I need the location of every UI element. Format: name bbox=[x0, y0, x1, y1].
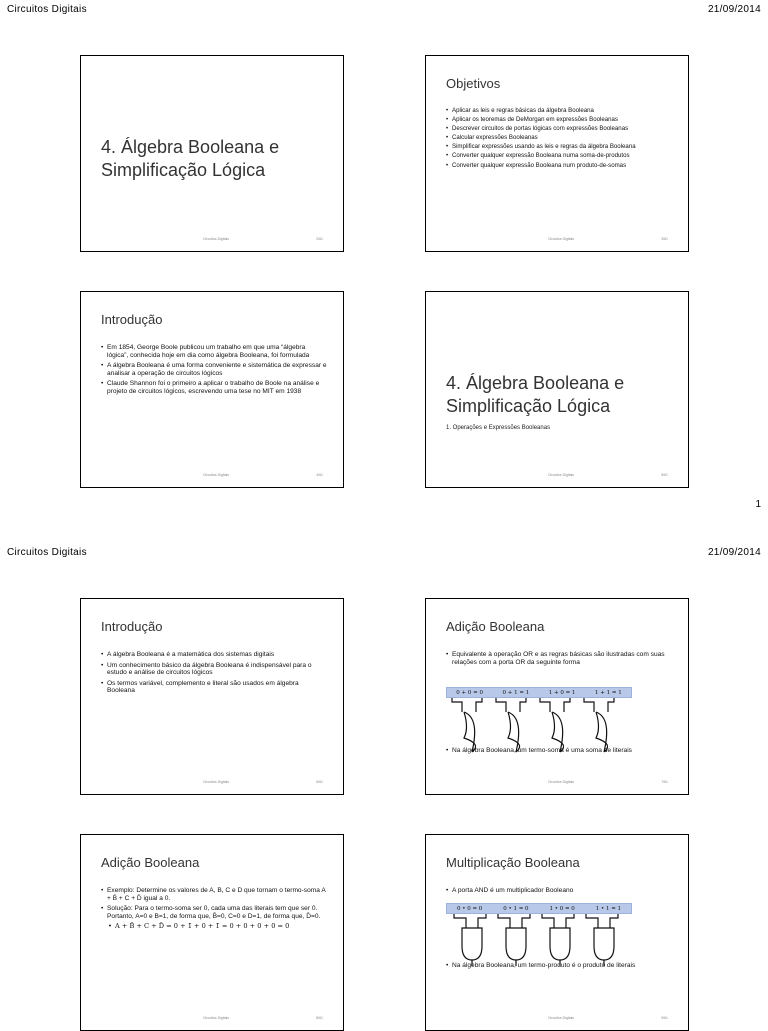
slide-footer-left: Circuitos Digitais bbox=[203, 1016, 230, 1020]
slide-footer-number: 5/61 bbox=[661, 473, 668, 477]
slide-footer-left: Circuitos Digitais bbox=[203, 237, 230, 241]
bullet-list bbox=[101, 651, 327, 698]
bullet-list bbox=[101, 344, 327, 399]
or-truth-labels bbox=[446, 687, 632, 698]
bullet-item: • Simplificar expressões usando as leis e regras da álgebra Booleana bbox=[446, 144, 672, 151]
header-date: 21/09/2014 bbox=[707, 547, 761, 558]
slide-subtitle: 1. Operações e Expressões Booleanas bbox=[446, 425, 551, 431]
bullet-list-bottom bbox=[446, 747, 672, 758]
or-gate-figure bbox=[446, 687, 632, 753]
bullet-item: • Exemplo: Determine os valores de A, B, C e D que tornam o termo-soma A + B̄ + C + D̄ igual a 0. bbox=[101, 887, 327, 902]
gate-label: 1 + 1 = 1 bbox=[595, 690, 622, 696]
gate-label: 1 • 1 = 1 bbox=[595, 906, 622, 912]
slide-main-title: 4. Álgebra Booleana e Simplificação Lógica bbox=[446, 373, 625, 416]
slide-title: Objetivos bbox=[446, 76, 501, 91]
bullet-item: • Converter qualquer expressão Booleana numa soma-de-produtos bbox=[446, 153, 672, 160]
slide-footer-left: Circuitos Digitais bbox=[548, 1016, 575, 1020]
bullet-item: • Solução: Para o termo-soma ser 0, cada uma das literais tem que ser 0. Portanto, A=0 e B=1, de forma que, B̄=0, C=0 e D=1, de forma que, D̄=0. bbox=[101, 905, 327, 920]
slide-footer-left: Circuitos Digitais bbox=[203, 473, 230, 477]
gate-label: 1 • 0 = 0 bbox=[549, 906, 575, 912]
slide-title: Introdução bbox=[101, 312, 163, 327]
bullet-item: • Na álgebra Booleana, um termo-soma é uma soma de literais bbox=[446, 747, 672, 755]
slide-section-title bbox=[425, 291, 689, 488]
header-date: 21/09/2014 bbox=[707, 4, 761, 15]
slide-footer-left: Circuitos Digitais bbox=[548, 473, 575, 477]
slide-footer-number: 4/61 bbox=[316, 473, 323, 477]
slide-introducao-2 bbox=[80, 598, 344, 795]
and-gate-figure bbox=[446, 903, 632, 966]
slide-adicao-booleana bbox=[425, 598, 689, 795]
bullet-item: • Equivalente à operação OR e as regras básicas são ilustradas com suas relações com a porta OR da seguinte forma bbox=[446, 651, 672, 666]
slide-title-1 bbox=[80, 55, 344, 252]
bullet-item: • Na álgebra Booleana, um termo-produto é o produto de literais bbox=[446, 962, 672, 970]
sub-bullet-item: • A + B̄ + C + D̄ = 0 + 1̄ + 0 + 1̄ = 0 + 0 + 0 + 0 = 0 bbox=[101, 923, 327, 931]
bullet-item: • Os termos variável, complemento e literal são usados em álgebra Booleana bbox=[101, 680, 327, 695]
slide-footer-number: 7/61 bbox=[661, 780, 668, 784]
header-title: Circuitos Digitais bbox=[7, 547, 87, 558]
and-gates-icon bbox=[446, 914, 632, 966]
bullet-list bbox=[446, 887, 672, 898]
gate-label: 0 + 0 = 0 bbox=[456, 690, 483, 696]
gate-label: 0 • 1 = 0 bbox=[503, 906, 529, 912]
bullet-item: • A álgebra Booleana é a matemática dos sistemas digitais bbox=[101, 651, 327, 659]
bullet-item: • Aplicar os teoremas de DeMorgan em expressões Booleanas bbox=[446, 117, 672, 124]
bullet-item: • Um conhecimento básico da álgebra Booleana é indispensável para o estudo e análise de circuitos lógicos bbox=[101, 662, 327, 677]
and-truth-labels bbox=[446, 903, 632, 914]
bullet-list bbox=[446, 108, 672, 172]
slide-introducao bbox=[80, 291, 344, 488]
slide-footer-number: 9/61 bbox=[661, 1016, 668, 1020]
bullet-item: • Calcular expressões Booleanas bbox=[446, 135, 672, 142]
slide-footer-number: 3/61 bbox=[661, 237, 668, 241]
slide-title: Multiplicação Booleana bbox=[446, 855, 580, 870]
slide-title: Adição Booleana bbox=[101, 855, 200, 870]
slide-footer-left: Circuitos Digitais bbox=[548, 780, 575, 784]
bullet-list bbox=[101, 887, 327, 934]
slide-title: Adição Booleana bbox=[446, 619, 545, 634]
bullet-item: • A porta AND é um multiplicador Booleano bbox=[446, 887, 672, 895]
header-title: Circuitos Digitais bbox=[7, 4, 87, 15]
gate-label: 0 • 0 = 0 bbox=[456, 906, 483, 912]
bullet-item: • A álgebra Booleana é uma forma conveniente e sistemática de expressar e analisar a operação de circuitos lógicos bbox=[101, 362, 327, 377]
slide-multiplicacao-booleana bbox=[425, 834, 689, 1031]
gate-label: 0 + 1 = 1 bbox=[502, 690, 530, 696]
bullet-item: • Converter qualquer expressão Booleana num produto-de-somas bbox=[446, 163, 672, 170]
bullet-item: • Descrever circuitos de portas lógicas com expressões Booleanas bbox=[446, 126, 672, 133]
bullet-item: • Claude Shannon foi o primeiro a aplicar o trabalho de Boole na análise e projeto de circuitos lógicos, escrevendo uma tese no MIT em 1938 bbox=[101, 380, 327, 395]
bullet-list-bottom bbox=[446, 962, 672, 973]
slide-footer-left: Circuitos Digitais bbox=[203, 780, 230, 784]
gate-label: 1 + 0 = 1 bbox=[548, 690, 576, 696]
slide-footer-number: 6/61 bbox=[316, 780, 323, 784]
slide-title: Introdução bbox=[101, 619, 163, 634]
bullet-item: • Em 1854, George Boole publicou um trabalho em que uma “álgebra lógica”, conhecida hoje em dia como álgebra Booleana, foi formulada bbox=[101, 344, 327, 359]
slide-adicao-exemplo bbox=[80, 834, 344, 1031]
slide-objetivos bbox=[425, 55, 689, 252]
bullet-item: • Aplicar as leis e regras básicas da álgebra Booleana bbox=[446, 108, 672, 115]
slide-footer-left: Circuitos Digitais bbox=[548, 237, 575, 241]
slide-main-title: 4. Álgebra Booleana e Simplificação Lógica bbox=[101, 137, 280, 180]
bullet-list bbox=[446, 651, 672, 669]
slide-footer-number: 8/61 bbox=[316, 1016, 323, 1020]
slide-footer-number: 2/61 bbox=[316, 237, 323, 241]
or-gates-icon bbox=[446, 698, 632, 753]
page-number: 1 bbox=[755, 499, 761, 510]
